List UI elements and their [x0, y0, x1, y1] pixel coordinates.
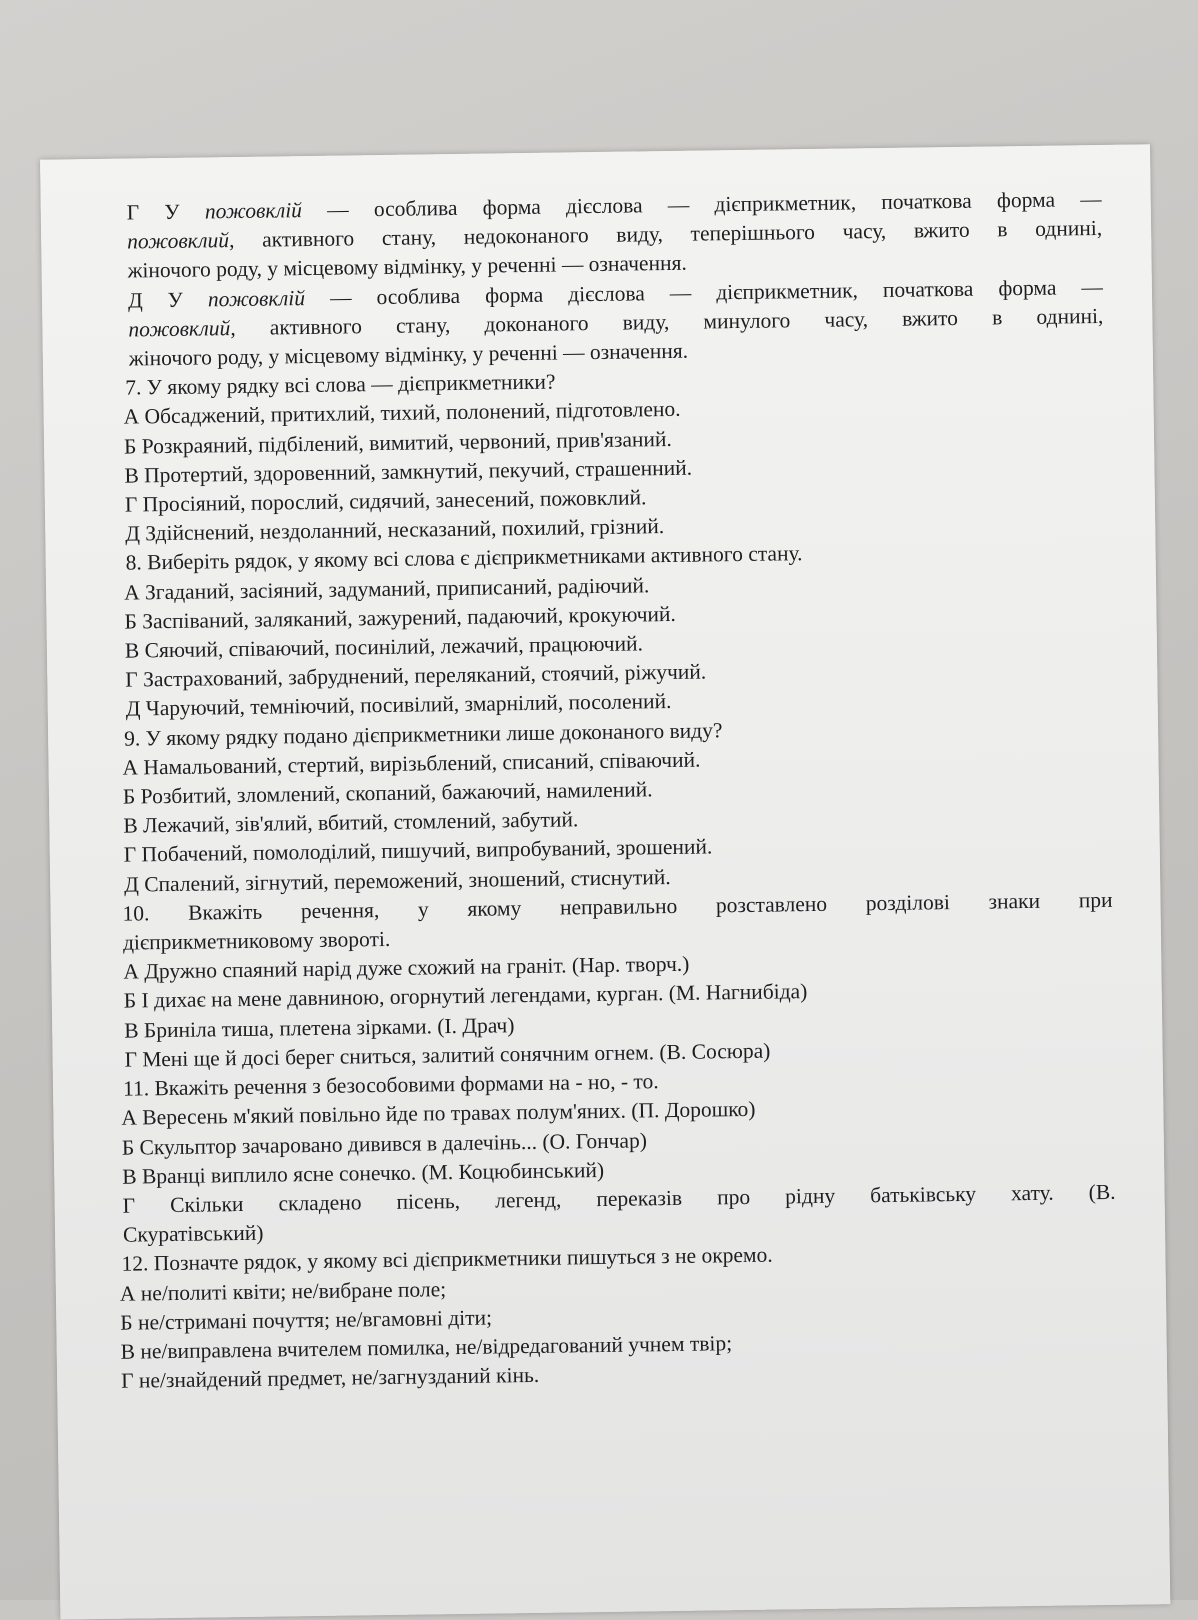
question-9-option-d: Д Спалений, зігнутий, переможений, зношений, стиснутий. [124, 864, 671, 897]
question-11-option-g-line-2: Скуратівський) [122, 1220, 264, 1247]
question-8-option-b: Б Заспіваний, заляканий, зажурений, падаючий, крокуючий. [124, 601, 676, 634]
question-9-option-v: В Лежачий, зів'ялий, вбитий, стомлений, забутий. [123, 807, 579, 838]
question-7-text: 7. У якому рядку всі слова — дієприкметники? [125, 369, 556, 400]
question-12-option-g: Г не/знайдений предмет, не/загнузданий кінь. [120, 1363, 540, 1393]
question-10-text-line-1: 10. Вкажіть речення, у якому неправильно розставлено розділові знаки при [122, 887, 1113, 926]
question-12-option-b: Б не/стримані почуття; не/вгамовні діти; [120, 1305, 493, 1335]
intro-d-line-2: пожовклий, активного стану, доконаного виду, минулого часу, вжито в однині, [128, 303, 1104, 342]
question-12-option-a: А не/политі квіти; не/вибране поле; [119, 1276, 447, 1306]
question-10 [122, 886, 1113, 1075]
question-9-option-b: Б Розбитий, зломлений, скопаний, бажаючий, намилений. [122, 777, 653, 809]
question-7-option-g: Г Просіяний, порослий, сидячий, занесений, пожовклий. [124, 485, 647, 517]
question-11 [121, 1061, 1116, 1250]
question-10-option-b: Б І дихає на мене давниною, огорнутий легендами, курган. (М. Нагнибіда) [123, 979, 808, 1014]
question-7 [123, 360, 1106, 549]
question-11-option-a: А Вересень м'який повільно йде по травах полум'яних. (П. Дорошко) [121, 1097, 756, 1131]
question-7-option-d: Д Здійснений, нездоланний, несказаний, похилий, грізний. [125, 514, 665, 546]
question-8-option-v: В Сяючий, співаючий, посинілий, лежачий, працюючий. [124, 631, 644, 663]
question-9 [122, 711, 1111, 900]
question-11-option-v: В Вранці виплило ясне сонечко. (М. Коцюбинський) [122, 1157, 605, 1189]
question-8-option-d: Д Чаруючий, темніючий, посивілий, змарнілий, посолений. [125, 689, 672, 722]
question-12-option-v: В не/виправлена вчителем помилка, не/відредагований учнем твір; [120, 1331, 733, 1364]
question-10-option-a: А Дружно спаяний нарід дуже схожий на граніт. (Нар. творч.) [123, 952, 690, 984]
document-text [119, 185, 1119, 1396]
question-9-option-a: А Намальований, стертий, вирізьблений, списаний, співаючий. [122, 747, 701, 780]
question-11-text: 11. Вкажіть речення з безособовими формами на - но, - то. [122, 1069, 659, 1101]
intro-option-g [127, 185, 1103, 286]
question-8-text: 8. Виберіть рядок, у якому всі слова є дієприкметниками активного стану. [125, 541, 803, 576]
question-11-option-g-line-1: Г Скільки складено пісень, легенд, переказів про рідну батьківську хату. (В. [122, 1179, 1116, 1218]
question-7-option-v: В Протертий, здоровенний, замкнутий, пекучий, страшенний. [124, 455, 693, 488]
question-12-text: 12. Позначте рядок, у якому всі дієприкметники пишуться з не окремо. [121, 1242, 773, 1277]
question-7-option-a: А Обсаджений, притихлий, тихий, полонений, підготовлено. [123, 397, 681, 430]
question-8 [123, 535, 1108, 724]
intro-option-d [128, 273, 1104, 374]
question-9-text: 9. У якому рядку подано дієприкметники лише доконаного виду? [123, 717, 723, 751]
paper-sheet [40, 144, 1170, 1619]
intro-g-line-1: Г У пожовклій — особлива форма дієслова — дієприкметник, початкова форма — [126, 186, 1102, 225]
intro-d-line-3: жіночого роду, у місцевому відмінку, у реченні — означення. [128, 338, 689, 371]
question-10-option-g: Г Мені ще й досі берег сниться, залитий сонячним огнем. (В. Сосюра) [124, 1038, 771, 1072]
question-9-option-g: Г Побачений, помолоділий, пишучий, випробуваний, зрошений. [123, 834, 713, 868]
question-7-option-b: Б Розкраяний, підбілений, вимитий, червоний, прив'язаний. [123, 426, 672, 459]
question-10-option-v: В Бриніла тиша, плетена зірками. (І. Драч) [124, 1012, 515, 1043]
question-12 [119, 1236, 1118, 1396]
question-8-option-g: Г Застрахований, забруднений, переляканий, стоячий, ріжучий. [125, 659, 707, 692]
intro-g-line-3: жіночого роду, у місцевому відмінку, у реченні — означення. [127, 251, 687, 283]
intro-d-line-1: Д У пожовклій — особлива форма дієслова — дієприкметник, початкова форма — [127, 274, 1104, 313]
question-8-option-a: А Згаданий, засіяний, задуманий, приписаний, радіючий. [123, 572, 650, 605]
question-11-option-b: Б Скульптор зачаровано дивився в далечінь... (О. Гончар) [121, 1127, 648, 1160]
intro-g-line-2: пожовклий, активного стану, недоконаного виду, теперішнього часу, вжито в однині, [127, 216, 1103, 254]
question-10-text-line-2: дієприкметниковому звороті. [122, 927, 391, 955]
